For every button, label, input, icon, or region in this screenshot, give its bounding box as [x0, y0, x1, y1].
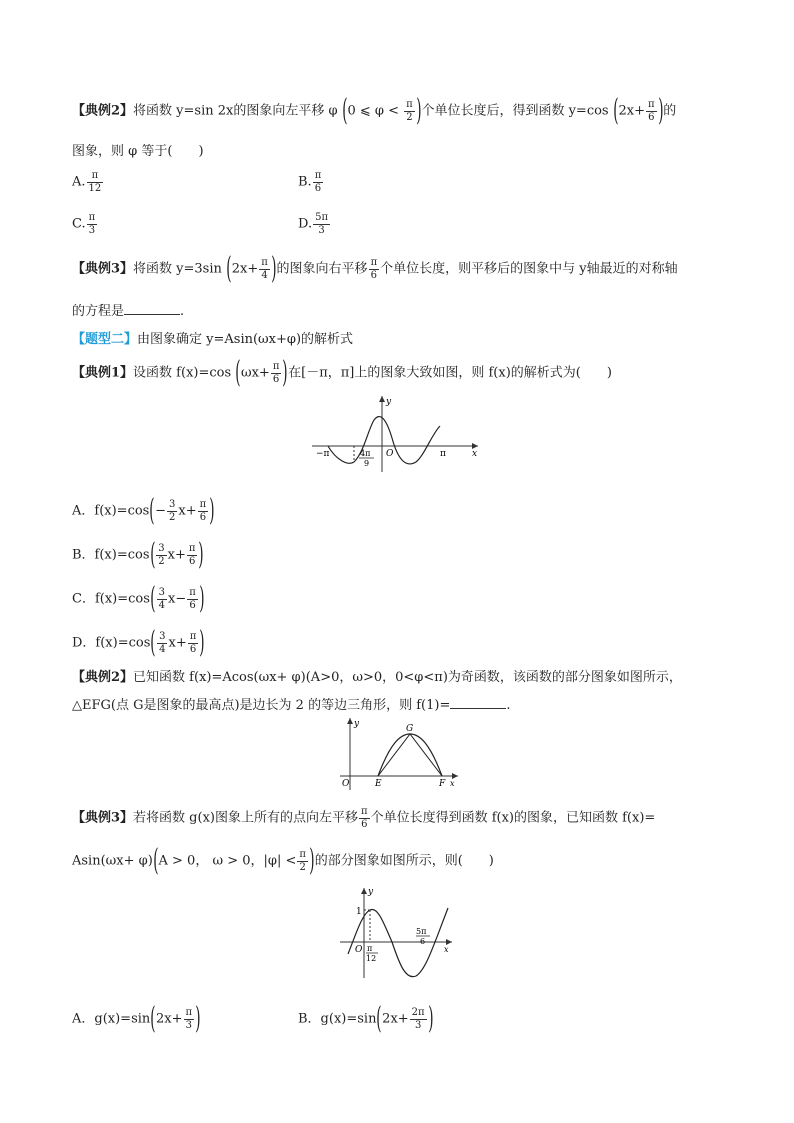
- label-4pi: 4π: [360, 449, 371, 458]
- figure-cosine-graph: [310, 394, 482, 474]
- label-pi-12-den: 12: [366, 954, 377, 963]
- section-tag: 【题型二】: [72, 332, 138, 347]
- fraction-pi-2: $\frac{\pi}{2}$: [406, 99, 413, 123]
- option-c[interactable]: C. $\frac{\pi}{3}$: [72, 212, 96, 236]
- paren-left: (: [612, 93, 619, 128]
- label-5pi-6-den: 6: [420, 937, 426, 946]
- answer-blank[interactable]: [450, 696, 506, 709]
- figure-sine-graph: [338, 884, 456, 984]
- label-o: O: [342, 779, 350, 789]
- label-y: y: [386, 397, 392, 407]
- condition-text: 0 ⩽ φ <: [347, 103, 400, 119]
- question-example1-b: 【典例1】设函数 f(x)=cos (ωx+ $\frac{\pi}{6}$ )在[－π，π]上的图象大致如图，则 f(x)的解析式为( ): [72, 355, 612, 390]
- question-text-line2: △EFG(点 G是图象的最高点)是边长为 2 的等边三角形，则 f(1)= .: [72, 698, 511, 713]
- label-1: 1: [356, 907, 362, 917]
- question-example3-a: 【典例3】将函数 y=3sin (2x+ $\frac{\pi}{4}$ )的图象向右平移 $\frac{\pi}{6}$ 个单位长度，则平移后的图象中与 y轴最近的对称轴: [72, 251, 678, 286]
- question-example2-b: 【典例2】已知函数 f(x)=Acos(ωx+ φ)(A>0，ω>0，0<φ<π)为奇函数，该函数的部分图象如图所示，: [72, 670, 682, 685]
- label-9: 9: [364, 459, 370, 468]
- paren-left: (: [341, 93, 348, 128]
- option-d[interactable]: D. $\frac{5\pi}{3}$: [298, 212, 329, 236]
- question-text-line2: 图象，则 φ 等于( ): [72, 144, 204, 159]
- question-text-line2: 的方程是 .: [72, 304, 185, 319]
- curve: [378, 734, 442, 776]
- y-axis-arrow: [379, 396, 385, 402]
- label-x: x: [444, 945, 449, 954]
- label-origin: O: [386, 449, 394, 459]
- example-tag: 【典例3】: [72, 261, 134, 277]
- option-a[interactable]: A．f(x)=cos(− $\frac{3}{2}$ x+ $\frac{\pi}{6}$ ): [72, 493, 215, 528]
- question-example2-a: [72, 93, 677, 128]
- question-text-line2: Asin(ωx+ φ)(A > 0， ω > 0，|φ| < $\frac{\pi}{2}$ )的部分图象如图所示，则( ): [72, 843, 494, 878]
- example-tag: 【典例3】: [72, 810, 134, 826]
- label-g: G: [406, 724, 414, 734]
- section-heading: [72, 328, 353, 347]
- label-o: O: [355, 945, 363, 955]
- fraction-pi-6: $\frac{\pi}{6}$: [647, 99, 655, 123]
- option-d[interactable]: D．f(x)=cos( $\frac{3}{4}$ x+ $\frac{\pi}{6}$ ): [72, 625, 205, 660]
- label-y: y: [354, 719, 360, 729]
- option-b[interactable]: B．f(x)=cos( $\frac{3}{2}$ x+ $\frac{\pi}{6}$ ): [72, 537, 204, 572]
- figure-triangle-graph: [338, 716, 462, 792]
- label-pi: π: [440, 449, 446, 459]
- label-neg-pi: −π: [316, 449, 330, 459]
- paren-right: ): [415, 93, 422, 128]
- example-tag: 【典例2】: [72, 103, 134, 119]
- section-title: 由图象确定 y=Asin(ωx+φ)的解析式: [137, 332, 354, 347]
- label-y: y: [368, 887, 374, 897]
- example-tag: 【典例1】: [72, 365, 134, 381]
- label-pi-12-num: π: [367, 944, 373, 953]
- option-a[interactable]: A. $\frac{\pi}{12}$: [72, 170, 102, 194]
- answer-blank[interactable]: [124, 302, 180, 315]
- option-b[interactable]: B．g(x)=sin(2x+ $\frac{2\pi}{3}$ ): [298, 1001, 434, 1036]
- option-c[interactable]: C．f(x)=cos( $\frac{3}{4}$ x− $\frac{\pi}{6}$ ): [72, 581, 205, 616]
- label-x: x: [450, 779, 455, 788]
- question-example3-b: 【典例3】若将函数 g(x)图象上所有的点向左平移 $\frac{\pi}{6}$ 个单位长度得到函数 f(x)的图象，已知函数 f(x)=: [72, 806, 656, 830]
- label-f: F: [439, 779, 446, 789]
- option-b[interactable]: B. $\frac{\pi}{6}$: [298, 170, 322, 194]
- question-text: 个单位长度后，得到函数 y=cos: [421, 103, 609, 119]
- paren-right: ): [657, 93, 664, 128]
- example-tag: 【典例2】: [72, 670, 134, 685]
- label-5pi-6-num: 5π: [416, 927, 427, 936]
- argument-text: 2x+: [618, 103, 645, 119]
- option-a[interactable]: A．g(x)=sin(2x+ $\frac{\pi}{3}$ ): [72, 1001, 201, 1036]
- label-x: x: [472, 449, 478, 459]
- label-e: E: [375, 779, 382, 789]
- cosine-curve: [328, 417, 440, 464]
- question-text: 将函数 y=sin 2x的图象向左平移 φ: [133, 103, 338, 119]
- question-text: 的: [663, 103, 677, 119]
